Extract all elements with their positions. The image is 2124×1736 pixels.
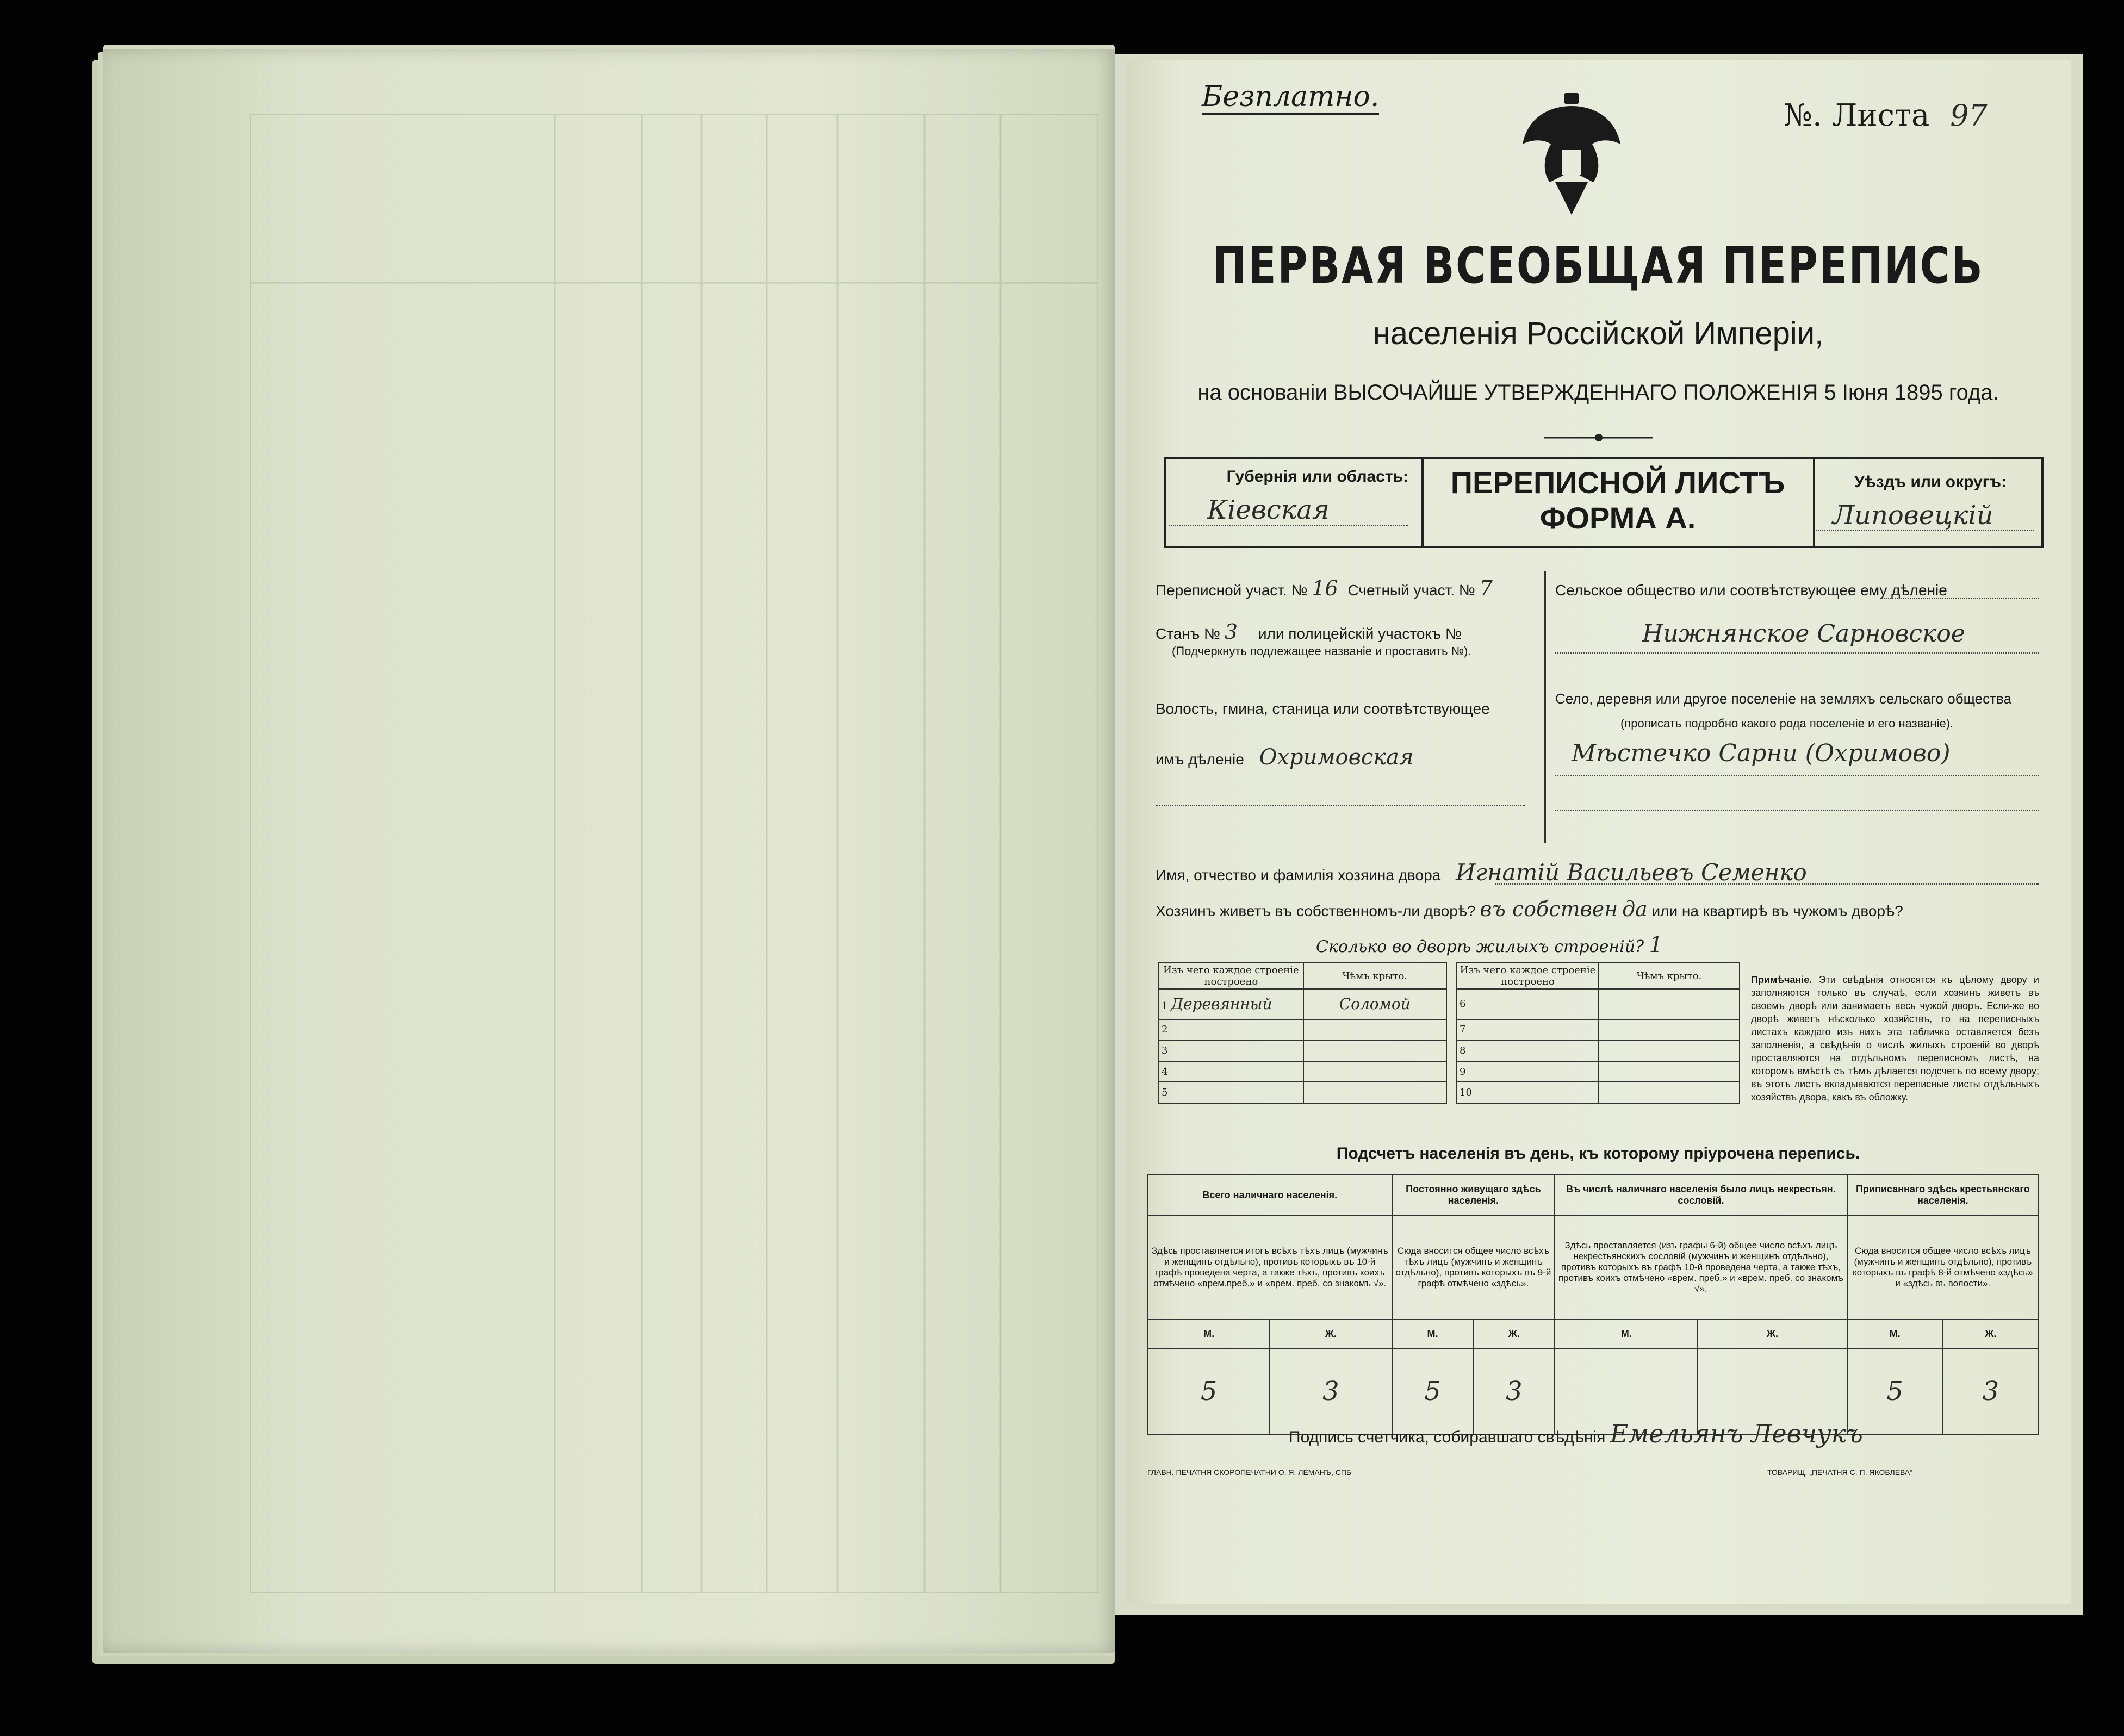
count-m: М.: [1847, 1320, 1943, 1348]
buildings-row: 5: [1159, 1082, 1303, 1103]
count-value: 3: [1473, 1348, 1555, 1435]
buildings-count-line: [1316, 932, 1663, 957]
count-m: М.: [1555, 1320, 1698, 1348]
society-value: Нижнянское Сарновское: [1642, 620, 1965, 648]
count-value: 5: [1847, 1348, 1943, 1435]
volost-value: Охримовская: [1259, 745, 1414, 770]
owner-lives-da: да: [1622, 897, 1648, 921]
count-d1: Здѣсь проставляется итогъ всѣхъ тѣхъ лицъ (мужчинъ и женщинъ отдѣльно), противъ которыхъ въ 10-й графѣ проведена черта, а также тѣхъ, противъ коихъ отмѣчено «врем.преб.» и «врем. преб. со знакомъ √».: [1148, 1215, 1392, 1319]
signature-label: Подпись счетчика, собиравшаго свѣдѣнія: [1289, 1428, 1606, 1446]
imprint-right: ТОВАРИЩ. „ПЕЧАТНЯ С. П. ЯКОВЛЕВА“: [1767, 1468, 1912, 1477]
count-value: 5: [1148, 1348, 1270, 1435]
free-label: Безплатно.: [1202, 80, 1379, 115]
buildings-roof: Соломой: [1303, 989, 1446, 1019]
census-subtitle: населенія Россійской Имперіи,: [1372, 316, 1824, 351]
buildings-row: 2: [1159, 1019, 1303, 1041]
note-head: Примѣчаніе.: [1751, 974, 1812, 985]
buildings-table: [1158, 962, 1740, 1104]
count-title: Подсчетъ населенія въ день, къ которому пріурочена перепись.: [1336, 1144, 1860, 1162]
buildings-row: 8: [1457, 1040, 1599, 1061]
show-through-grid: [250, 114, 1098, 1593]
buildings-col-roof-2: Чѣмъ крыто.: [1599, 963, 1740, 989]
count-h4: Приписаннаго здѣсь крестьянскаго населенія.: [1847, 1175, 2039, 1215]
police-label: или полицейскій участокъ №: [1258, 625, 1462, 642]
signature-line: [1289, 1419, 1863, 1448]
area-section-right: [1555, 571, 2045, 854]
village-note: (прописать подробно какого рода поселеніе и его названіе).: [1620, 717, 1954, 730]
buildings-row: 9: [1457, 1061, 1599, 1082]
buildings-count-label: Сколько во дворѣ жилыхъ строеній?: [1316, 937, 1644, 956]
count-table: [1147, 1174, 2039, 1435]
sheet-number: [1784, 98, 1988, 133]
census-area-label: Переписной участ. №: [1156, 582, 1308, 599]
stan-value: 3: [1224, 620, 1238, 644]
count-value: 5: [1392, 1348, 1474, 1435]
owner-lives-line: [1156, 897, 1903, 921]
district-label: Уѣздъ или округъ:: [1854, 473, 2007, 491]
count-zh: Ж.: [1270, 1320, 1392, 1348]
village-value: Мѣстечко Сарни (Охримово): [1572, 739, 1951, 767]
form-title: [1422, 465, 1814, 536]
form-title-line1: ПЕРЕПИСНОЙ ЛИСТЪ: [1450, 465, 1785, 500]
count-value: 3: [1943, 1348, 2039, 1435]
count-h1: Всего наличнаго населенія.: [1148, 1175, 1392, 1215]
stan-label: Станъ №: [1156, 625, 1221, 642]
volost-label: Волость, гмина, станица или соотвѣтствующее: [1156, 700, 1490, 717]
owner-value: Игнатій Васильевъ Семенко: [1456, 859, 1807, 886]
sheet-number-label: №. Листа: [1784, 98, 1930, 133]
district-value: Липовецкій: [1833, 500, 1993, 531]
count-zh: Ж.: [1473, 1320, 1555, 1348]
note-block: [1751, 973, 2039, 1104]
census-area-value: 16: [1312, 576, 1338, 600]
buildings-row: 1 Деревянный: [1159, 989, 1303, 1019]
count-zh: Ж.: [1698, 1320, 1847, 1348]
count-area-label: Счетный участ. №: [1347, 582, 1475, 599]
owner-line: [1156, 859, 1807, 886]
buildings-col-material-2: Изъ чего каждое строеніе построено: [1457, 963, 1599, 989]
buildings-row: 10: [1457, 1082, 1599, 1103]
village-label: Село, деревня или другое поселеніе на земляхъ сельскаго общества: [1555, 690, 2012, 707]
owner-lives-label-1: Хозяинъ живетъ въ собственномъ-ли дворѣ?: [1156, 903, 1476, 919]
form-title-line2: ФОРМА А.: [1539, 501, 1696, 535]
buildings-row: 7: [1457, 1019, 1599, 1041]
count-value: 3: [1270, 1348, 1392, 1435]
count-m: М.: [1148, 1320, 1270, 1348]
count-d4: Сюда вносится общее число всѣхъ лицъ (мужчинъ и женщинъ отдѣльно), противъ которыхъ въ графѣ 8-й отмѣчено «здѣсь» и «здѣсь въ волости».: [1847, 1215, 2039, 1319]
imprint-left: ГЛАВН. ПЕЧАТНЯ СКОРОПЕЧАТНИ О. Я. ЛЕМАНЪ, СПБ: [1147, 1468, 1352, 1477]
buildings-col-roof: Чѣмъ крыто.: [1303, 963, 1446, 989]
province-value: Кіевская: [1207, 495, 1330, 525]
society-label: Сельское общество или соотвѣтствующее ему дѣленіе: [1555, 582, 1947, 599]
signature-value: Емельянъ Левчукъ: [1610, 1419, 1863, 1448]
police-note: (Подчеркнуть подлежащее названіе и проставить №).: [1172, 644, 1471, 658]
owner-label: Имя, отчество и фамилія хозяина двора: [1156, 867, 1441, 883]
count-zh: Ж.: [1943, 1320, 2039, 1348]
buildings-row: 4: [1159, 1061, 1303, 1082]
census-basis: на основаніи ВЫСОЧАЙШЕ УТВЕРЖДЕННАГО ПОЛОЖЕНІЯ 5 Іюня 1895 года.: [1197, 381, 1999, 405]
buildings-col-material: Изъ чего каждое строеніе построено: [1159, 963, 1303, 989]
double-headed-eagle-emblem: [1517, 87, 1626, 223]
count-h3: Въ числѣ наличнаго населенія было лицъ некрестьян. сословій.: [1555, 1175, 1847, 1215]
area-section-left: [1156, 571, 1536, 843]
province-label: Губернія или область:: [1226, 468, 1408, 486]
count-area-value: 7: [1479, 576, 1493, 600]
owner-lives-label-2: или на квартирѣ въ чужомъ дворѣ?: [1651, 903, 1903, 919]
buildings-count-value: 1: [1649, 932, 1663, 957]
census-form-page: [1126, 60, 2071, 1604]
census-title: ПЕРВАЯ ВСЕОБЩАЯ ПЕРЕПИСЬ: [1212, 237, 1984, 295]
sheet-number-value: 97: [1950, 98, 1988, 133]
count-d3: Здѣсь проставляется (изъ графы 6-й) общее число всѣхъ лицъ некрестьянскихъ сословій (мужчинъ и женщинъ отдѣльно), противъ которыхъ въ графѣ 10-й проведена черта, а также тѣхъ, противъ коихъ отмѣчено «врем. преб.» и «врем. преб. со знакомъ √».: [1555, 1215, 1847, 1319]
note-text: Эти свѣдѣнія относятся къ цѣлому двору и заполняются только въ случаѣ, если хозяинъ живетъ въ своемъ дворѣ или занимаетъ весь чужой дворъ. Если-же во дворѣ живетъ нѣсколько хозяйствъ, то на переписныхъ листахъ каждаго изъ нихъ эта табличка оставляется безъ заполненія, а свѣдѣнія о числѣ жилыхъ строеній во дворѣ проставляются на отдѣльномъ переписномъ листѣ, на которомъ вмѣстѣ съ тѣмъ дѣлается подсчетъ по всему двору; въ этотъ листъ вкладываются переписные листы отдѣльныхъ хозяйствъ двора, какъ въ обложку.: [1751, 974, 2039, 1103]
owner-lives-value: въ собствен: [1480, 897, 1618, 921]
ornament-divider: [1544, 432, 1653, 443]
count-h2: Постоянно живущаго здѣсь населенія.: [1392, 1175, 1555, 1215]
section-divider: [1544, 571, 1546, 843]
count-m: М.: [1392, 1320, 1474, 1348]
buildings-row: 3: [1159, 1040, 1303, 1061]
buildings-row: 6: [1457, 989, 1599, 1019]
count-d2: Сюда вносится общее число всѣхъ тѣхъ лицъ (мужчинъ и женщинъ отдѣльно), противъ которыхъ въ 9-й графѣ отмѣчено «здѣсь».: [1392, 1215, 1555, 1319]
volost-label-2: имъ дѣленіе: [1156, 751, 1244, 768]
